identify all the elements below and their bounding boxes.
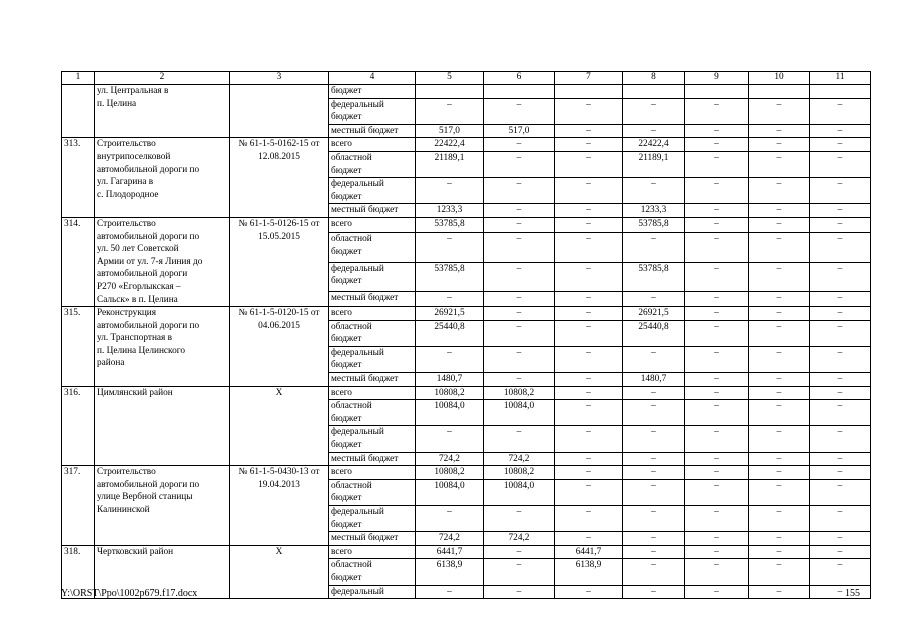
amount-cell: – (685, 233, 749, 262)
amount-cell: 21189,1 (416, 151, 484, 177)
amount-cell: – (484, 559, 555, 585)
amount-cell: 10084,0 (484, 479, 555, 505)
amount-cell: – (623, 400, 685, 426)
column-header: 5 (416, 72, 484, 85)
amount-cell: – (749, 233, 810, 262)
amount-cell: – (416, 506, 484, 532)
amount-cell: – (810, 585, 871, 599)
amount-cell: – (623, 452, 685, 466)
amount-cell: 22422,4 (416, 138, 484, 152)
amount-cell: – (810, 138, 871, 152)
amount-cell: – (623, 426, 685, 452)
amount-cell: – (810, 545, 871, 559)
funding-source: федеральный бюджет (329, 178, 416, 204)
amount-cell: – (623, 346, 685, 372)
amount-cell (484, 85, 555, 99)
amount-cell: 1480,7 (416, 373, 484, 387)
amount-cell: – (749, 262, 810, 291)
amount-cell: 26921,5 (416, 307, 484, 321)
table-row (62, 307, 871, 321)
row-number: 313. (62, 138, 95, 218)
amount-cell: – (555, 466, 623, 480)
amount-cell: – (484, 98, 555, 124)
amount-cell: – (810, 124, 871, 138)
amount-cell: 724,2 (416, 532, 484, 546)
amount-cell: – (810, 291, 871, 306)
amount-cell: – (810, 233, 871, 262)
amount-cell: – (685, 98, 749, 124)
object-name: Строительство внутрипоселковой автомобильной дороги по ул. Гагарина в с. Плодородное (95, 138, 230, 218)
funding-source: областной бюджет (329, 479, 416, 505)
expertise-doc (230, 85, 329, 138)
column-header: 3 (230, 72, 329, 85)
amount-cell: 517,0 (416, 124, 484, 138)
amount-cell: – (484, 585, 555, 599)
amount-cell: – (749, 124, 810, 138)
amount-cell: – (555, 532, 623, 546)
amount-cell: 6441,7 (555, 545, 623, 559)
amount-cell: – (623, 124, 685, 138)
amount-cell: – (623, 532, 685, 546)
amount-cell: – (749, 307, 810, 321)
amount-cell: – (685, 479, 749, 505)
funding-source: местный бюджет (329, 291, 416, 306)
page-number: 155 (845, 588, 860, 599)
amount-cell: 10808,2 (416, 386, 484, 400)
amount-cell: – (749, 291, 810, 306)
amount-cell: – (810, 386, 871, 400)
amount-cell: – (555, 426, 623, 452)
funding-source: федеральный бюджет (329, 98, 416, 124)
amount-cell (749, 85, 810, 99)
amount-cell: – (555, 98, 623, 124)
amount-cell: 22422,4 (623, 138, 685, 152)
amount-cell: – (749, 217, 810, 232)
row-number: 317. (62, 466, 95, 546)
amount-cell: – (555, 307, 623, 321)
funding-source: местный бюджет (329, 452, 416, 466)
amount-cell: 21189,1 (623, 151, 685, 177)
amount-cell: – (749, 545, 810, 559)
amount-cell: – (810, 98, 871, 124)
amount-cell: – (416, 346, 484, 372)
funding-source: местный бюджет (329, 532, 416, 546)
amount-cell: – (810, 373, 871, 387)
amount-cell: – (749, 386, 810, 400)
column-header: 1 (62, 72, 95, 85)
funding-source: всего (329, 307, 416, 321)
amount-cell: – (810, 262, 871, 291)
amount-cell: – (555, 291, 623, 306)
amount-cell: – (484, 217, 555, 232)
funding-source: местный бюджет (329, 373, 416, 387)
column-header: 2 (95, 72, 230, 85)
amount-cell: 724,2 (484, 452, 555, 466)
amount-cell: – (555, 320, 623, 346)
amount-cell: – (810, 559, 871, 585)
funding-source: всего (329, 466, 416, 480)
amount-cell: – (623, 233, 685, 262)
column-header: 9 (685, 72, 749, 85)
amount-cell: – (484, 151, 555, 177)
amount-cell: 53785,8 (623, 262, 685, 291)
row-number: 315. (62, 307, 95, 387)
amount-cell: – (685, 506, 749, 532)
amount-cell: – (685, 217, 749, 232)
expertise-doc: № 61-1-5-0430-13 от 19.04.2013 (230, 466, 329, 546)
amount-cell: – (685, 545, 749, 559)
amount-cell: – (749, 400, 810, 426)
amount-cell: – (749, 466, 810, 480)
amount-cell: 10084,0 (416, 479, 484, 505)
amount-cell: 6441,7 (416, 545, 484, 559)
budget-table (61, 71, 871, 599)
amount-cell: – (623, 291, 685, 306)
funding-source: федеральный бюджет (329, 346, 416, 372)
table-row (62, 217, 871, 232)
amount-cell: – (749, 559, 810, 585)
amount-cell (685, 85, 749, 99)
amount-cell: – (555, 204, 623, 218)
amount-cell: 53785,8 (623, 217, 685, 232)
amount-cell: – (810, 452, 871, 466)
amount-cell: – (685, 178, 749, 204)
funding-source: местный бюджет (329, 124, 416, 138)
funding-source: всего (329, 217, 416, 232)
amount-cell: 10084,0 (416, 400, 484, 426)
amount-cell: – (555, 262, 623, 291)
funding-source: местный бюджет (329, 204, 416, 218)
amount-cell: – (484, 307, 555, 321)
amount-cell: – (484, 346, 555, 372)
column-header: 7 (555, 72, 623, 85)
expertise-doc: X (230, 545, 329, 598)
amount-cell: – (810, 151, 871, 177)
amount-cell: – (623, 545, 685, 559)
amount-cell: 10084,0 (484, 400, 555, 426)
amount-cell: 53785,8 (416, 262, 484, 291)
amount-cell: – (416, 426, 484, 452)
amount-cell: – (484, 426, 555, 452)
column-header: 10 (749, 72, 810, 85)
row-number: 316. (62, 386, 95, 466)
amount-cell: – (685, 400, 749, 426)
amount-cell: – (749, 532, 810, 546)
amount-cell: – (685, 262, 749, 291)
table-row (62, 545, 871, 559)
amount-cell: – (555, 452, 623, 466)
object-name: Строительство автомобильной дороги по ул. 50 лет Советской Армии от ул. 7-я Линия до автомобильной дороги Р270 «Егорлыкская – Сальск» в п. Целина (95, 217, 230, 306)
amount-cell: 1233,3 (623, 204, 685, 218)
amount-cell: – (810, 178, 871, 204)
amount-cell: – (555, 151, 623, 177)
amount-cell: – (749, 320, 810, 346)
amount-cell: – (685, 138, 749, 152)
table-header-row (62, 72, 871, 85)
amount-cell: 724,2 (416, 452, 484, 466)
amount-cell: – (623, 559, 685, 585)
amount-cell: 10808,2 (484, 386, 555, 400)
funding-source: федеральный бюджет (329, 426, 416, 452)
table-row (62, 466, 871, 480)
amount-cell (623, 85, 685, 99)
amount-cell: – (810, 400, 871, 426)
amount-cell: – (685, 466, 749, 480)
amount-cell: – (623, 178, 685, 204)
amount-cell: – (810, 466, 871, 480)
row-number: 318. (62, 545, 95, 598)
amount-cell: – (623, 506, 685, 532)
amount-cell: – (749, 506, 810, 532)
amount-cell: 10808,2 (416, 466, 484, 480)
object-name: Реконструкция автомобильной дороги по ул. Транспортная в п. Целина Целинского района (95, 307, 230, 387)
expertise-doc: X (230, 386, 329, 466)
column-header: 11 (810, 72, 871, 85)
amount-cell: – (749, 426, 810, 452)
amount-cell: – (685, 386, 749, 400)
amount-cell: – (685, 532, 749, 546)
amount-cell: – (416, 233, 484, 262)
amount-cell (416, 85, 484, 99)
funding-source: всего (329, 545, 416, 559)
amount-cell: – (685, 452, 749, 466)
amount-cell: 724,2 (484, 532, 555, 546)
amount-cell: – (555, 178, 623, 204)
amount-cell: – (810, 307, 871, 321)
amount-cell: – (416, 585, 484, 599)
amount-cell: – (555, 217, 623, 232)
amount-cell: – (685, 426, 749, 452)
row-number: 314. (62, 217, 95, 306)
amount-cell: 1233,3 (416, 204, 484, 218)
table-row (62, 386, 871, 400)
file-path: Y:\ORST\Ppo\1002p679.f17.docx (61, 588, 198, 599)
amount-cell: – (685, 151, 749, 177)
column-header: 4 (329, 72, 416, 85)
column-header: 6 (484, 72, 555, 85)
amount-cell: – (810, 479, 871, 505)
amount-cell: – (484, 178, 555, 204)
amount-cell: – (555, 346, 623, 372)
amount-cell: – (484, 138, 555, 152)
amount-cell: 6138,9 (416, 559, 484, 585)
amount-cell: – (484, 373, 555, 387)
amount-cell: – (623, 466, 685, 480)
amount-cell: 1480,7 (623, 373, 685, 387)
amount-cell: – (555, 479, 623, 505)
amount-cell: – (685, 559, 749, 585)
amount-cell: – (810, 217, 871, 232)
amount-cell: – (749, 479, 810, 505)
amount-cell: – (749, 138, 810, 152)
expertise-doc: № 61-1-5-0162-15 от 12.08.2015 (230, 138, 329, 218)
amount-cell: – (810, 426, 871, 452)
funding-source: федеральный бюджет (329, 506, 416, 532)
amount-cell: – (416, 178, 484, 204)
amount-cell: 53785,8 (416, 217, 484, 232)
table-row (62, 85, 871, 99)
amount-cell: – (685, 307, 749, 321)
amount-cell: 517,0 (484, 124, 555, 138)
amount-cell: – (484, 291, 555, 306)
amount-cell: – (749, 346, 810, 372)
amount-cell: 25440,8 (623, 320, 685, 346)
amount-cell: – (685, 291, 749, 306)
object-name: ул. Центральная в п. Целина (95, 85, 230, 138)
amount-cell (810, 85, 871, 99)
amount-cell: – (685, 320, 749, 346)
amount-cell: 26921,5 (623, 307, 685, 321)
funding-source: федеральный (329, 585, 416, 599)
amount-cell: – (810, 320, 871, 346)
amount-cell: – (555, 400, 623, 426)
amount-cell: – (685, 204, 749, 218)
amount-cell: – (749, 151, 810, 177)
amount-cell: – (416, 98, 484, 124)
funding-source: областной бюджет (329, 559, 416, 585)
amount-cell: – (685, 585, 749, 599)
amount-cell: – (749, 204, 810, 218)
object-name: Чертковский район (95, 545, 230, 598)
amount-cell: – (484, 320, 555, 346)
funding-source: областной бюджет (329, 151, 416, 177)
amount-cell: – (685, 124, 749, 138)
amount-cell: – (623, 585, 685, 599)
amount-cell: – (484, 506, 555, 532)
row-number (62, 85, 95, 138)
amount-cell: – (810, 346, 871, 372)
amount-cell: – (685, 373, 749, 387)
funding-source: областной бюджет (329, 400, 416, 426)
amount-cell: – (810, 532, 871, 546)
funding-source: бюджет (329, 85, 416, 99)
expertise-doc: № 61-1-5-0126-15 от 15.05.2015 (230, 217, 329, 306)
amount-cell: – (484, 545, 555, 559)
amount-cell: – (749, 373, 810, 387)
object-name: Цимлянский район (95, 386, 230, 466)
amount-cell: – (555, 373, 623, 387)
amount-cell: – (749, 452, 810, 466)
amount-cell: – (555, 138, 623, 152)
funding-source: всего (329, 138, 416, 152)
funding-source: федеральный бюджет (329, 262, 416, 291)
amount-cell: – (749, 585, 810, 599)
amount-cell: – (555, 585, 623, 599)
amount-cell: – (416, 291, 484, 306)
amount-cell: – (484, 204, 555, 218)
amount-cell: – (555, 506, 623, 532)
amount-cell: – (555, 124, 623, 138)
amount-cell: – (810, 506, 871, 532)
amount-cell: – (555, 386, 623, 400)
funding-source: областной бюджет (329, 320, 416, 346)
amount-cell: – (484, 233, 555, 262)
expertise-doc: № 61-1-5-0120-15 от 04.06.2015 (230, 307, 329, 387)
funding-source: всего (329, 386, 416, 400)
amount-cell: – (749, 178, 810, 204)
amount-cell: – (623, 479, 685, 505)
amount-cell: – (484, 262, 555, 291)
amount-cell: – (810, 204, 871, 218)
object-name: Строительство автомобильной дороги по улице Вербной станицы Калининской (95, 466, 230, 546)
amount-cell: – (685, 346, 749, 372)
amount-cell: – (623, 98, 685, 124)
column-header: 8 (623, 72, 685, 85)
amount-cell: – (623, 386, 685, 400)
amount-cell: 25440,8 (416, 320, 484, 346)
amount-cell (555, 85, 623, 99)
amount-cell: 10808,2 (484, 466, 555, 480)
amount-cell: – (749, 98, 810, 124)
funding-source: областной бюджет (329, 233, 416, 262)
amount-cell: – (555, 233, 623, 262)
amount-cell: 6138,9 (555, 559, 623, 585)
table-row (62, 138, 871, 152)
